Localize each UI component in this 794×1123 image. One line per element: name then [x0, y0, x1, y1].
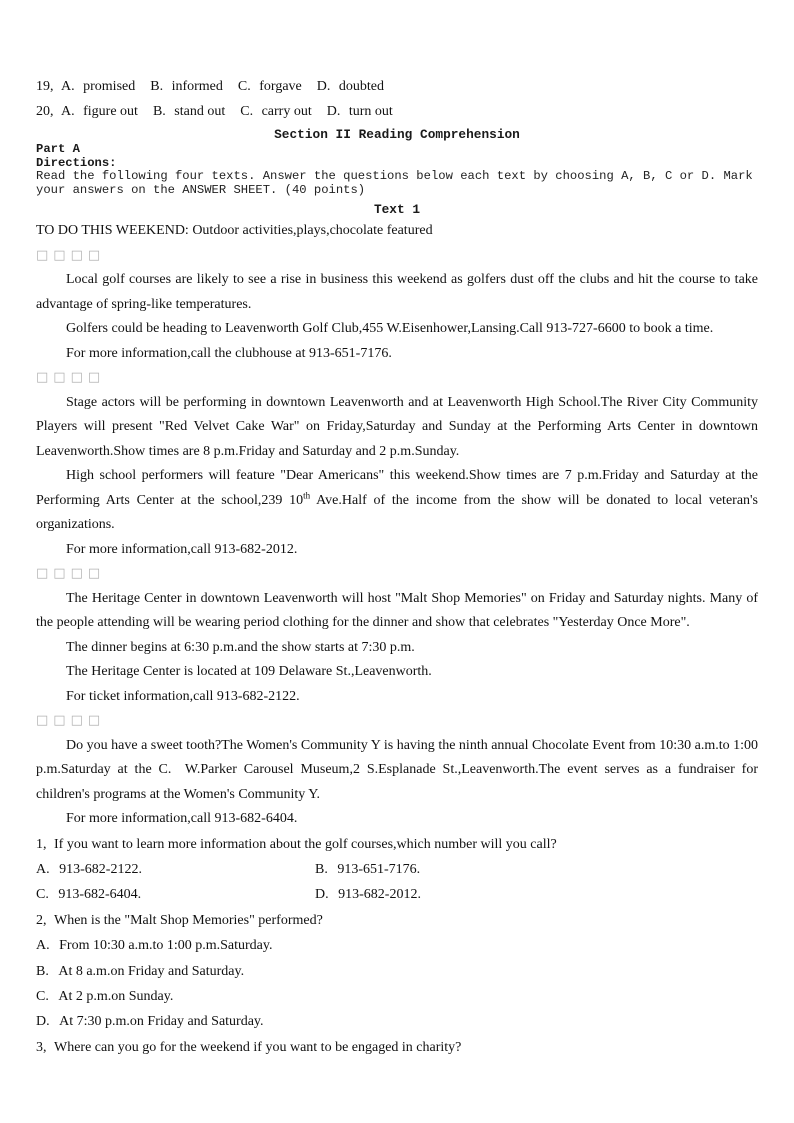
cloze-option-c — [240, 104, 312, 119]
missing-glyph-marker: □□□□ — [36, 566, 106, 581]
missing-glyph-marker: □□□□ — [36, 247, 106, 263]
paragraph-plays-2 — [36, 464, 758, 538]
section-heading: Section II Reading Comprehension — [274, 127, 520, 142]
option-letter: B. — [150, 79, 167, 94]
option-letter: C. — [240, 104, 257, 119]
cloze-option-b — [150, 79, 223, 94]
option-text: At 2 p.m.on Sunday. — [58, 988, 174, 1004]
cloze-question-19 — [36, 74, 758, 99]
question-number: 20, — [36, 104, 57, 119]
question-1 — [36, 832, 758, 857]
paragraph-golf-1: Local golf courses are likely to see a rise in business this weekend as golfers dust off the clubs and hit the course to take advantage of spring-like temperatures. — [36, 272, 758, 312]
cloze-option-a — [61, 79, 135, 94]
text1-title: TO DO THIS WEEKEND: Outdoor activities,plays,chocolate featured — [36, 223, 433, 238]
paragraph-heritage-2: The dinner begins at 6:30 p.m.and the show starts at 7:30 p.m. — [66, 639, 415, 655]
option-letter: D. — [315, 887, 333, 903]
question-number: 1, — [36, 836, 50, 852]
question-number: 2, — [36, 912, 50, 928]
option-letter: D. — [326, 104, 344, 119]
question-2-option-d — [36, 1009, 758, 1034]
question-text: When is the "Malt Shop Memories" performed? — [54, 912, 323, 928]
option-letter: A. — [61, 79, 79, 94]
question-1-option-a — [36, 857, 315, 882]
option-text: promised — [83, 79, 136, 94]
option-text: informed — [171, 79, 223, 94]
option-text: doubted — [338, 79, 384, 94]
option-text: stand out — [174, 104, 226, 119]
paragraph-plays-2-text: Ave.Half of the income from the show will be donated to local veteran's organizations. — [36, 492, 759, 532]
option-letter: C. — [36, 887, 53, 903]
option-text: 913-682-2122. — [59, 861, 142, 877]
question-2-option-a — [36, 933, 758, 958]
question-1-option-d — [315, 882, 758, 907]
option-text: figure out — [83, 104, 138, 119]
option-text: 913-682-6404. — [58, 887, 142, 903]
paragraph-heritage-3: The Heritage Center is located at 109 Delaware St.,Leavenworth. — [66, 664, 432, 679]
paragraph-plays-1: Stage actors will be performing in downtown Leavenworth and at Leavenworth High School.The River City Community Players will present "Red Velvet Cake War" on Friday,Saturday and Sunday at the Performing Arts Center in downtown Leavenworth.Show times are 8 p.m.Friday and Saturday and 2 p.m.Sunday. — [36, 394, 758, 459]
option-text: From 10:30 a.m.to 1:00 p.m.Saturday. — [59, 938, 273, 954]
question-2-option-b — [36, 959, 758, 984]
question-text: If you want to learn more information about the golf courses,which number will you call? — [54, 836, 557, 852]
option-letter: C. — [36, 988, 53, 1004]
ordinal-superscript: th — [303, 489, 311, 500]
option-letter: A. — [36, 938, 54, 954]
option-text: 913-651-7176. — [337, 861, 421, 877]
missing-glyph-marker: □□□□ — [36, 370, 106, 385]
option-letter: A. — [36, 861, 54, 877]
cloze-option-c — [238, 79, 302, 94]
directions-text-line-1: Read the following four texts. Answer the questions below each text by choosing A, B, C or D. Mark — [36, 169, 753, 183]
option-text: forgave — [259, 79, 302, 94]
question-1-option-b — [315, 857, 758, 882]
question-number: 19, — [36, 79, 57, 94]
cloze-question-20 — [36, 99, 758, 124]
option-letter: B. — [36, 963, 53, 979]
option-text: 913-682-2012. — [338, 887, 421, 903]
directions-text-line-2: your answers on the ANSWER SHEET. (40 points) — [36, 182, 366, 197]
question-1-options — [36, 857, 758, 908]
paragraph-heritage-4: For ticket information,call 913-682-2122. — [66, 688, 300, 704]
missing-glyph-marker: □□□□ — [36, 713, 106, 728]
option-letter: B. — [315, 861, 332, 877]
question-2-option-c — [36, 984, 758, 1009]
option-letter: C. — [237, 79, 255, 94]
cloze-option-d — [327, 104, 393, 119]
option-letter: A. — [61, 104, 79, 119]
paragraph-chocolate-2: For more information,call 913-682-6404. — [66, 811, 298, 826]
part-label: Part A — [36, 142, 80, 156]
option-text: At 8 a.m.on Friday and Saturday. — [58, 963, 245, 979]
paragraph-golf-3: For more information,call the clubhouse at 913-651-7176. — [66, 345, 392, 361]
paragraph-chocolate-1: Do you have a sweet tooth?The Women's Community Y is having the ninth annual Chocolate Event from 10:30 a.m.to 1:00 p.m.Saturday at the C. W.Parker Carousel Museum,2 S.Esplanade St.,Leavenworth.The event serves as a fundraiser for children's programs at the Women's Community Y. — [36, 737, 758, 802]
option-text: turn out — [348, 104, 393, 119]
cloze-option-a — [61, 104, 138, 119]
question-number: 3, — [36, 1039, 50, 1055]
paragraph-plays-2-text: High school performers will feature "Dear Americans" this weekend.Show times are 7 p.m.Friday and Saturday at the Performing Arts Center at the school,239 10 — [36, 468, 758, 508]
cloze-option-b — [153, 104, 225, 119]
paragraph-plays-3: For more information,call 913-682-2012. — [66, 541, 298, 557]
question-3 — [36, 1035, 758, 1060]
option-text: carry out — [261, 104, 312, 119]
option-letter: B. — [152, 104, 170, 119]
option-letter: D. — [36, 1014, 54, 1030]
paragraph-heritage-1: The Heritage Center in downtown Leavenworth will host "Malt Shop Memories" on Friday and Saturday nights. Many of the people attending will be wearing period clothing for the dinner and show that celebrates "Yesterday Once More". — [36, 590, 758, 630]
directions-label: Directions: — [36, 155, 117, 170]
question-2 — [36, 908, 758, 933]
question-1-option-c — [36, 882, 315, 907]
question-text: Where can you go for the weekend if you want to be engaged in charity? — [54, 1039, 462, 1055]
option-text: At 7:30 p.m.on Friday and Saturday. — [59, 1014, 264, 1030]
text1-heading: Text 1 — [373, 202, 421, 217]
paragraph-golf-2: Golfers could be heading to Leavenworth Golf Club,455 W.Eisenhower,Lansing.Call 913-727-6600 to book a time. — [66, 321, 714, 336]
cloze-option-d — [317, 79, 384, 94]
option-letter: D. — [316, 79, 334, 94]
